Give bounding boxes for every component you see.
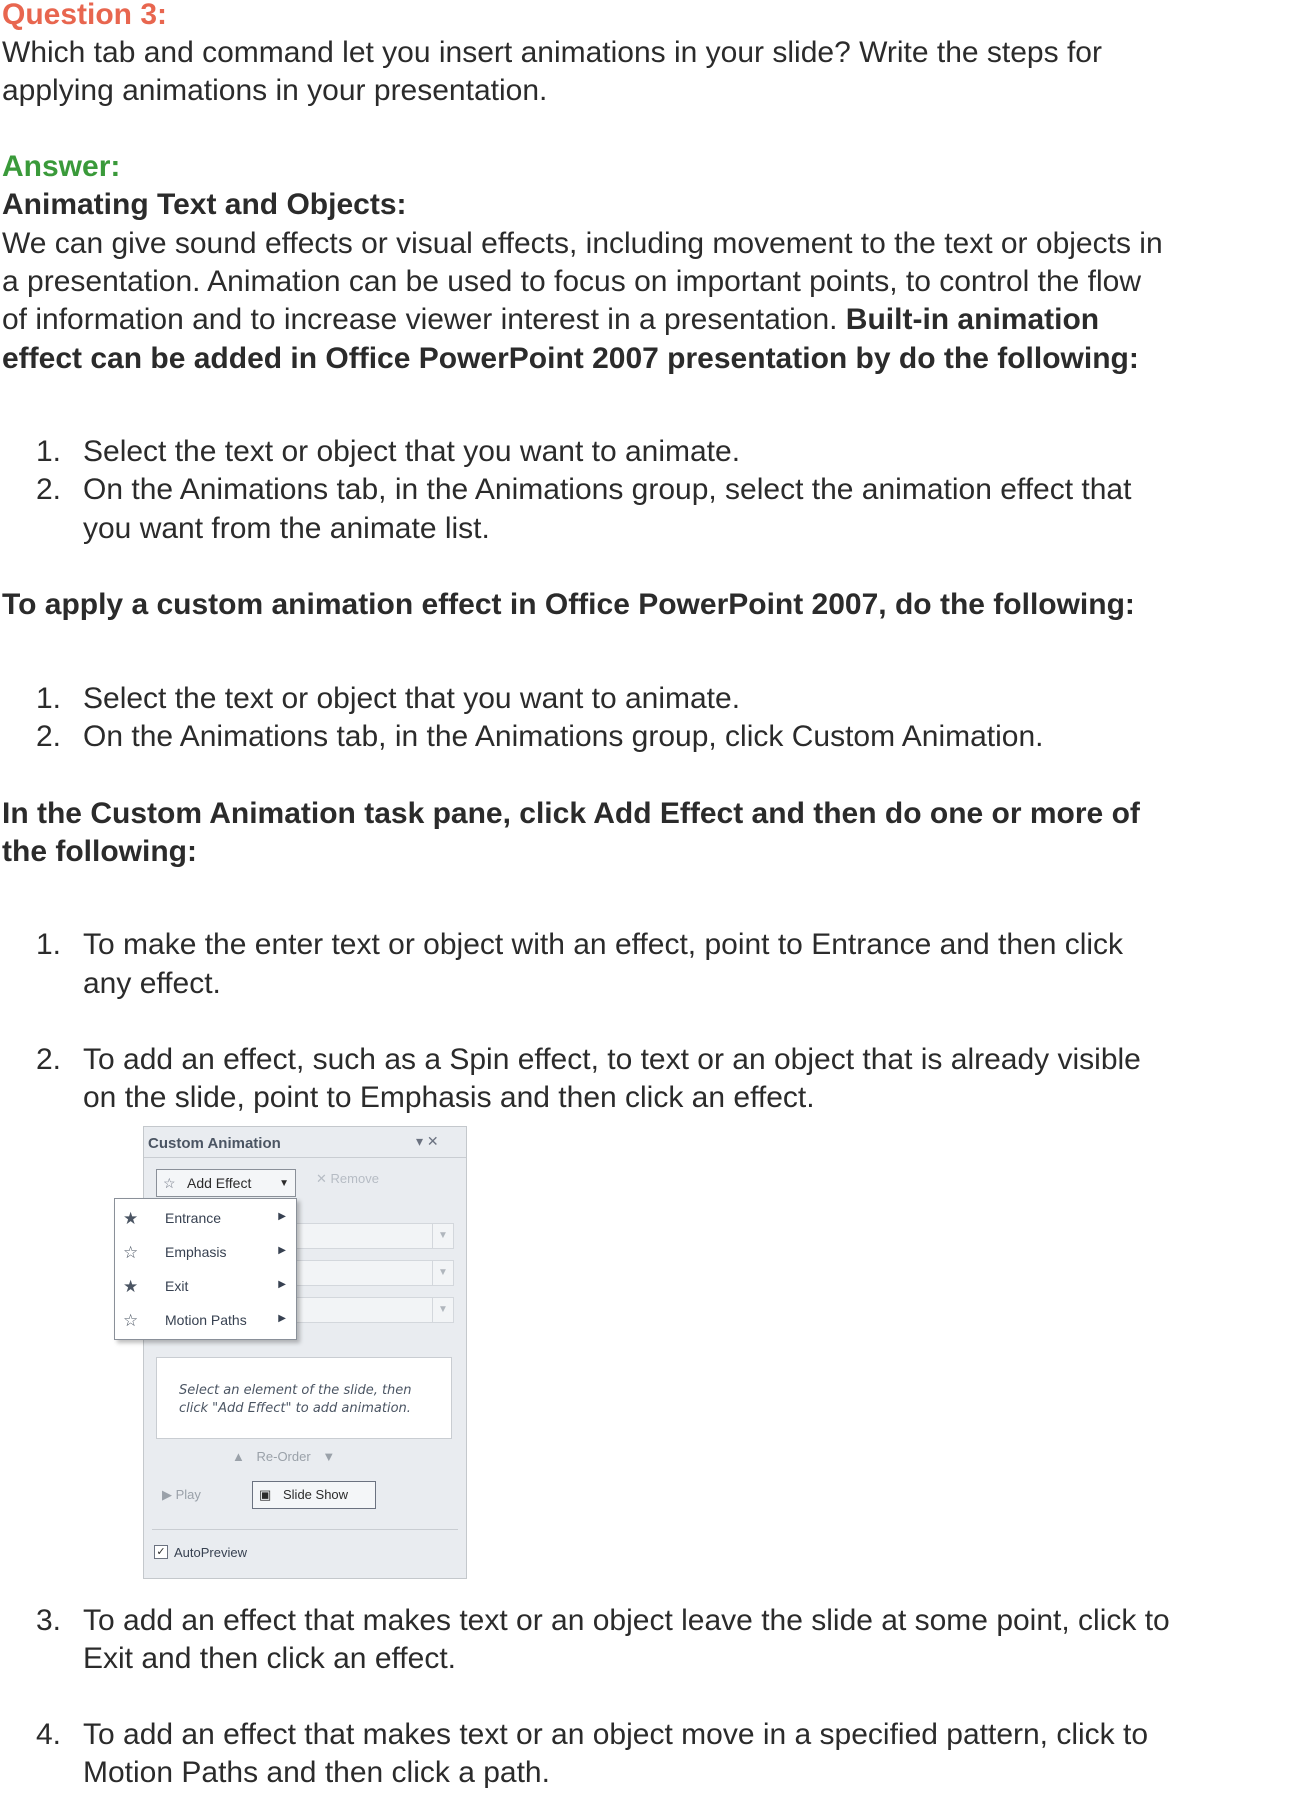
checkbox-icon: ✓ (154, 1545, 168, 1559)
slide-show-icon: ▣ (259, 1487, 272, 1502)
exit-star-icon: ★ (123, 1277, 139, 1296)
reorder-label: Re-Order (256, 1449, 311, 1464)
chevron-right-icon: ▶ (278, 1211, 286, 1222)
arrow-down-icon: ▼ (322, 1449, 336, 1464)
reorder-row (232, 1449, 335, 1464)
list-text: Exit and then click an effect. (83, 1642, 456, 1675)
intro-line2: a presentation. Animation can be used to focus on important points, to control the flow (2, 265, 1142, 298)
slide-show-label: Slide Show (283, 1487, 349, 1502)
intro-line3-bold: Built-in animation (845, 303, 1100, 336)
pane-controls-icon: ▾ ✕ (416, 1133, 439, 1149)
custom-heading: To apply a custom animation effect in Office PowerPoint 2007, do the following: (2, 588, 1135, 621)
pane-heading-line1: In the Custom Animation task pane, click Add Effect and then do one or more of (2, 797, 1140, 830)
list-number: 2. (36, 1043, 62, 1076)
star-icon: ☆ (163, 1175, 176, 1191)
remove-button (316, 1171, 416, 1195)
list-text: Select the text or object that you want to animate. (83, 435, 741, 468)
play-icon: ▶ (162, 1487, 176, 1502)
list-text: any effect. (83, 967, 221, 1000)
menu-item-exit (115, 1269, 296, 1303)
list-text: on the slide, point to Emphasis and then click an effect. (83, 1081, 815, 1114)
list-text: To add an effect that makes text or an object leave the slide at some point, click to (83, 1604, 1170, 1637)
chevron-down-icon: ▼ (432, 1261, 453, 1285)
answer-subheading: Animating Text and Objects: (2, 188, 407, 221)
menu-item-emphasis (115, 1235, 296, 1269)
menu-item-label: Motion Paths (165, 1312, 247, 1328)
list-number: 2. (36, 720, 62, 753)
list-text: To add an effect that makes text or an object move in a specified pattern, click to (83, 1718, 1149, 1751)
divider (152, 1529, 458, 1530)
chevron-right-icon: ▶ (278, 1245, 286, 1256)
add-effect-button (156, 1169, 296, 1197)
add-effect-menu (114, 1198, 297, 1340)
play-label: Play (175, 1487, 201, 1502)
pane-title: Custom Animation (148, 1135, 281, 1152)
slide-show-button (252, 1481, 376, 1509)
question-heading: Question 3: (2, 0, 168, 31)
list-text: On the Animations tab, in the Animations group, click Custom Animation. (83, 720, 1044, 753)
remove-icon: ✕ (316, 1171, 331, 1186)
list-number: 1. (36, 928, 62, 961)
list-number: 1. (36, 435, 62, 468)
menu-item-label: Entrance (165, 1210, 222, 1226)
chevron-right-icon: ▶ (278, 1279, 286, 1290)
intro-line3 (2, 301, 1292, 339)
play-button (162, 1487, 201, 1503)
list-text: Select the text or object that you want to animate. (83, 682, 741, 715)
chevron-down-icon: ▼ (279, 1178, 289, 1189)
list-text: On the Animations tab, in the Animations group, select the animation effect that (83, 473, 1132, 506)
intro-line3-plain: of information and to increase viewer interest in a presentation. (2, 303, 846, 336)
list-number: 1. (36, 682, 62, 715)
menu-item-label: Exit (165, 1278, 189, 1294)
list-text: you want from the animate list. (83, 512, 490, 545)
list-number: 3. (36, 1604, 62, 1637)
emphasis-star-icon: ☆ (123, 1243, 139, 1262)
menu-item-label: Emphasis (165, 1244, 227, 1260)
list-text: To make the enter text or object with an effect, point to Entrance and then click (83, 928, 1124, 961)
list-text: Motion Paths and then click a path. (83, 1756, 550, 1789)
chevron-down-icon: ▼ (432, 1224, 453, 1248)
entrance-star-icon: ★ (123, 1209, 139, 1228)
chevron-down-icon: ▼ (432, 1298, 453, 1322)
property-field (294, 1260, 454, 1286)
list-number: 2. (36, 473, 62, 506)
speed-field (294, 1297, 454, 1323)
chevron-right-icon: ▶ (278, 1313, 286, 1324)
custom-animation-pane-screenshot (143, 1126, 467, 1579)
question-text-line1: Which tab and command let you insert animations in your slide? Write the steps for (2, 36, 1102, 69)
intro-line1: We can give sound effects or visual effects, including movement to the text or objects in (2, 227, 1163, 260)
arrow-up-icon: ▲ (232, 1449, 245, 1464)
start-field (294, 1223, 454, 1249)
intro-line4: effect can be added in Office PowerPoint 2007 presentation by do the following: (2, 342, 1139, 375)
divider (144, 1157, 466, 1158)
remove-label: Remove (330, 1171, 379, 1186)
pane-message: Select an element of the slide, then click "Add Effect" to add animation. (179, 1383, 412, 1416)
add-effect-label: Add Effect (187, 1175, 252, 1191)
autopreview-label: AutoPreview (174, 1545, 247, 1560)
effects-list (156, 1357, 452, 1439)
question-text-line2: applying animations in your presentation. (2, 74, 548, 107)
answer-heading: Answer: (2, 150, 121, 183)
motion-path-star-icon: ☆ (123, 1311, 139, 1330)
list-number: 4. (36, 1718, 62, 1751)
pane-heading-line2: the following: (2, 835, 197, 868)
menu-item-motion-paths (115, 1303, 296, 1337)
menu-item-entrance (115, 1201, 296, 1235)
list-text: To add an effect, such as a Spin effect, to text or an object that is already visible (83, 1043, 1141, 1076)
